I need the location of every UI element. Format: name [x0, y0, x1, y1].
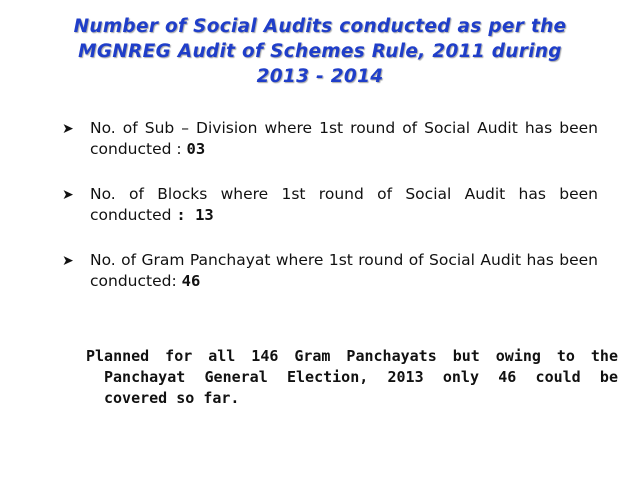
bullet-text: No. of Blocks where 1st round of Social Audit has been conducted: [90, 185, 598, 224]
arrow-bullet-icon: ➤: [62, 187, 74, 203]
title-line: 2013 - 2014: [256, 66, 384, 87]
bullet-item-gram-panchayat: [62, 250, 598, 292]
arrow-bullet-icon: ➤: [62, 253, 74, 269]
bullet-list: [62, 118, 598, 316]
bullet-text: No. of Sub – Division where 1st round of Social Audit has been conducted :: [90, 119, 598, 158]
bullet-text: No. of Gram Panchayat where 1st round of Social Audit has been conducted:: [90, 251, 598, 290]
bullet-value: : 13: [176, 206, 214, 224]
bullet-value: 46: [181, 272, 201, 290]
bullet-item-sub-division: [62, 118, 598, 160]
planning-note: Planned for all 146 Gram Panchayats but owing to the Panchayat General Election, 2013 only 46 could be covered so far.: [86, 347, 618, 407]
title-line: MGNREG Audit of Schemes Rule, 2011 during: [78, 41, 562, 62]
bullet-item-blocks: [62, 184, 598, 226]
title-line: Number of Social Audits conducted as per the: [73, 16, 567, 37]
slide-title: [40, 14, 600, 89]
arrow-bullet-icon: ➤: [62, 121, 74, 137]
bullet-value: 03: [186, 140, 206, 158]
